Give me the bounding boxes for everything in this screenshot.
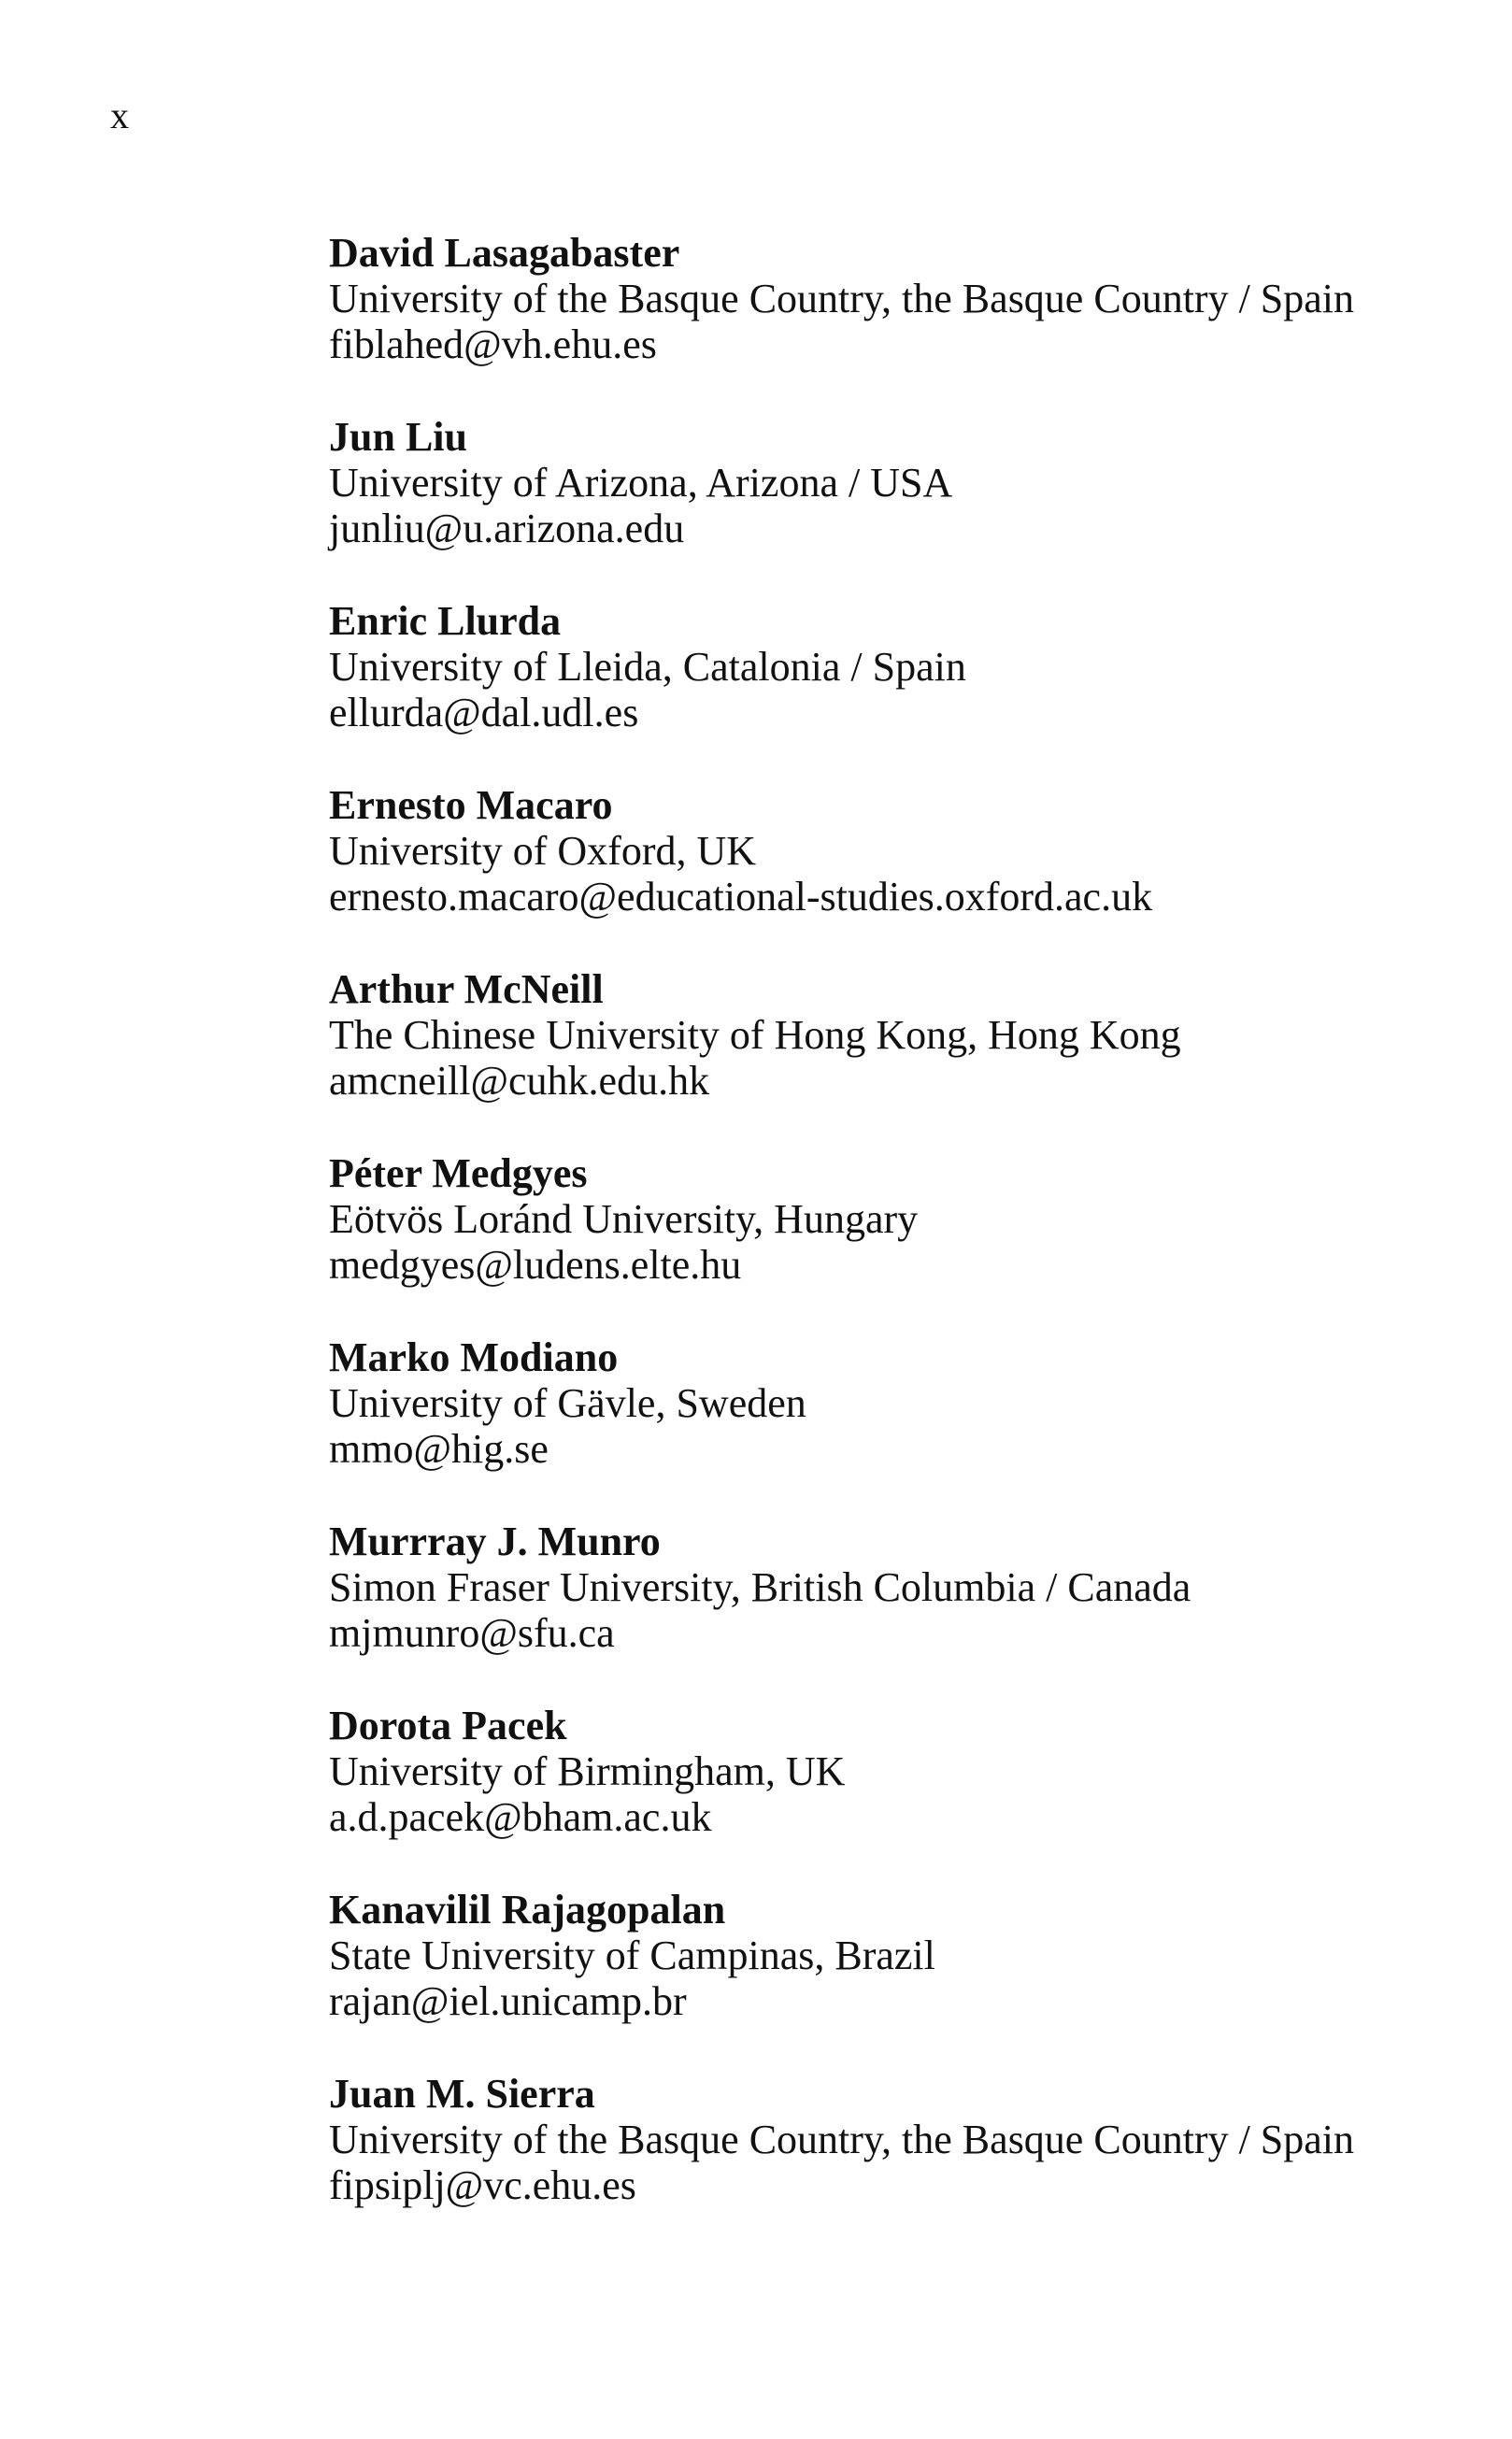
contributor-affiliation: University of Lleida, Catalonia / Spain	[329, 644, 966, 690]
contributor-affiliation: University of Birmingham, UK	[329, 1748, 846, 1794]
contributor-affiliation: University of Gävle, Sweden	[329, 1380, 806, 1426]
contributor-list	[329, 230, 1450, 2255]
contributor-entry	[329, 782, 1450, 966]
contributor-entry	[329, 1887, 1450, 2071]
contributor-name: Murrray J. Munro	[329, 1519, 661, 1564]
contributor-name: Dorota Pacek	[329, 1703, 567, 1748]
contributor-entry	[329, 1519, 1450, 1703]
contributor-affiliation: Simon Fraser University, British Columbia / Canada	[329, 1564, 1191, 1610]
contributor-entry	[329, 230, 1450, 414]
page-number: x	[110, 94, 129, 136]
contributor-affiliation: University of Arizona, Arizona / USA	[329, 460, 953, 506]
contributor-entry	[329, 598, 1450, 782]
contributor-email: mmo@hig.se	[329, 1426, 549, 1472]
contributor-name: Kanavilil Rajagopalan	[329, 1887, 726, 1933]
contributor-email: junliu@u.arizona.edu	[329, 506, 685, 551]
contributor-entry	[329, 1150, 1450, 1334]
contributor-email: a.d.pacek@bham.ac.uk	[329, 1794, 712, 1840]
contributor-affiliation: The Chinese University of Hong Kong, Hong Kong	[329, 1012, 1181, 1058]
contributor-name: Juan M. Sierra	[329, 2071, 595, 2117]
contributor-affiliation: University of the Basque Country, the Basque Country / Spain	[329, 2117, 1355, 2162]
contributor-affiliation: State University of Campinas, Brazil	[329, 1933, 935, 1978]
contributor-entry	[329, 1703, 1450, 1887]
contributor-name: Péter Medgyes	[329, 1150, 588, 1196]
contributor-email: fiblahed@vh.ehu.es	[329, 321, 657, 367]
contributor-entry	[329, 1334, 1450, 1519]
contributor-email: amcneill@cuhk.edu.hk	[329, 1058, 710, 1104]
contributor-affiliation: Eötvös Loránd University, Hungary	[329, 1196, 919, 1242]
contributor-affiliation: University of Oxford, UK	[329, 828, 757, 874]
contributor-entry	[329, 2071, 1450, 2255]
contributor-affiliation: University of the Basque Country, the Basque Country / Spain	[329, 276, 1355, 321]
contributor-email: rajan@iel.unicamp.br	[329, 1978, 687, 2024]
contributor-email: mjmunro@sfu.ca	[329, 1610, 615, 1656]
contributor-email: fipsiplj@vc.ehu.es	[329, 2162, 636, 2208]
contributor-name: Marko Modiano	[329, 1334, 619, 1380]
contributor-email: ellurda@dal.udl.es	[329, 690, 639, 735]
contributor-email: medgyes@ludens.elte.hu	[329, 1242, 742, 1288]
contributor-email: ernesto.macaro@educational-studies.oxford.ac.uk	[329, 874, 1153, 920]
contributor-entry	[329, 414, 1450, 598]
contributor-name: Arthur McNeill	[329, 966, 604, 1012]
contributor-name: Jun Liu	[329, 414, 467, 460]
contributor-entry	[329, 966, 1450, 1150]
contributor-name: Enric Llurda	[329, 598, 562, 644]
contributor-name: David Lasagabaster	[329, 230, 680, 276]
contributor-name: Ernesto Macaro	[329, 782, 613, 828]
